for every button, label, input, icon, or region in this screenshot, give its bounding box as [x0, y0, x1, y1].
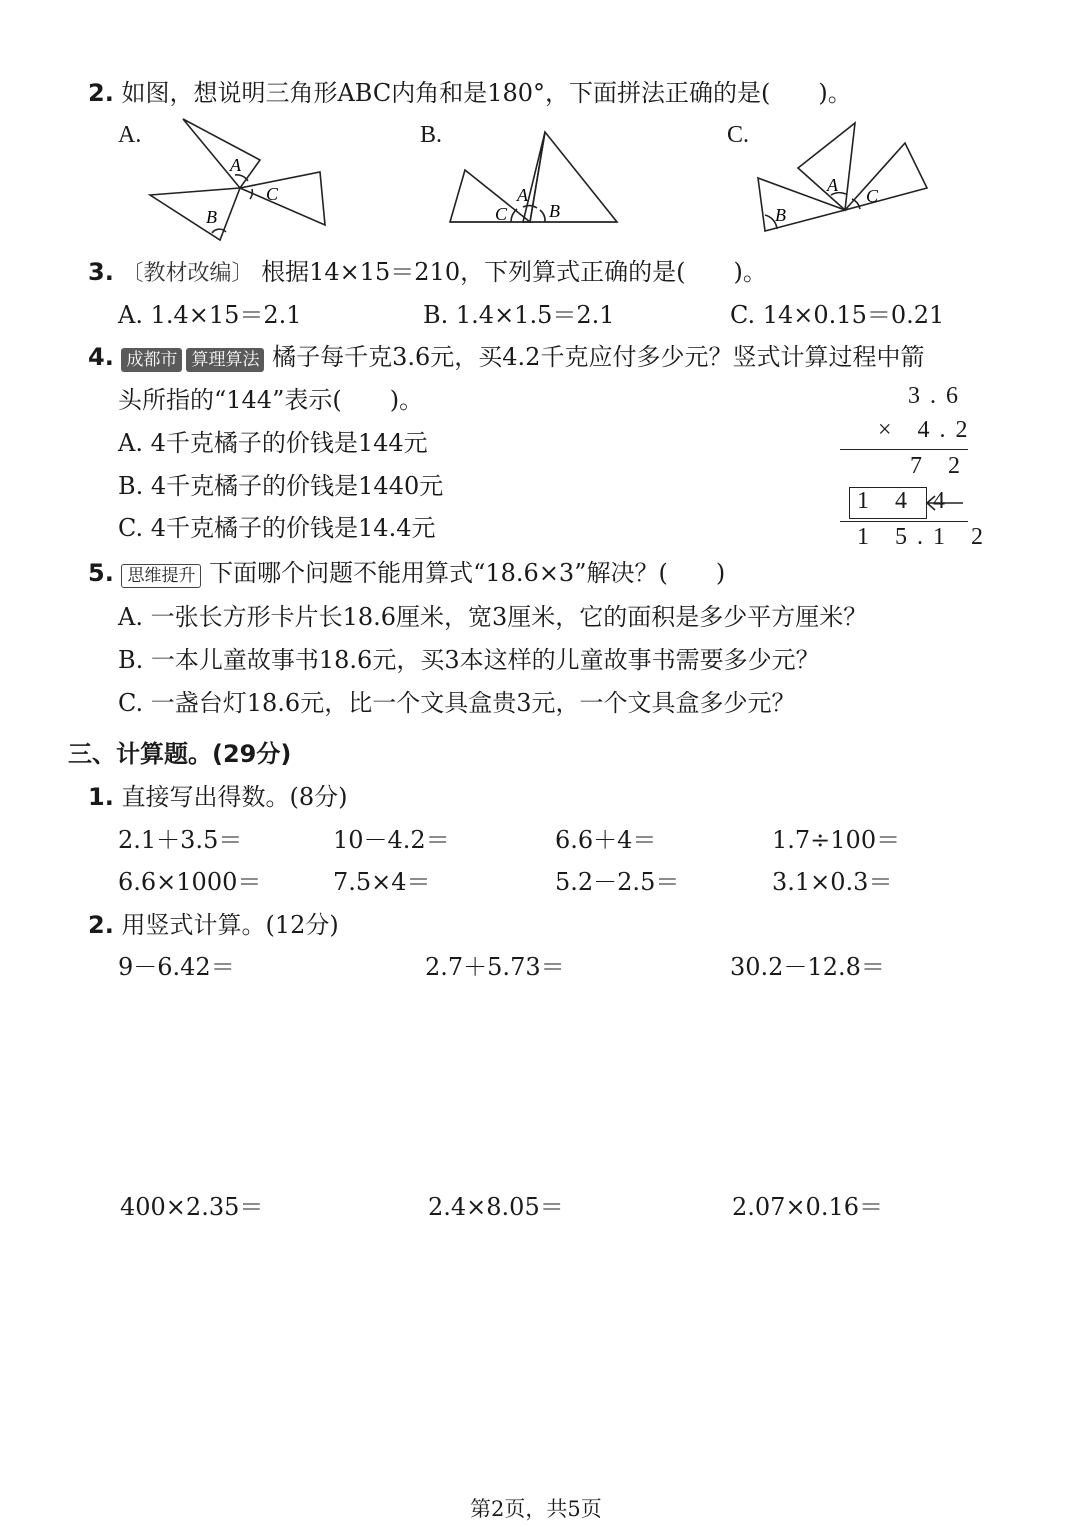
q4-text-1: 橘子每千克3.6元，买4.2千克应付多少元？竖式计算过程中箭 [272, 343, 925, 371]
vertical-calc-item: 30.2－12.8＝ [730, 953, 885, 981]
figure-a-triangle-top [183, 119, 260, 188]
figure-c-label-b: B [775, 205, 786, 225]
oral-item: 5.2－2.5＝ [555, 868, 680, 896]
part-2-text: 用竖式计算。(12分) [121, 911, 339, 939]
q5-tag: 思维提升 [121, 564, 201, 588]
figure-a-triangle-left [150, 188, 240, 240]
q3-text: 根据14×15＝210，下列算式正确的是( )。 [261, 258, 767, 286]
q2-line [88, 78, 852, 108]
q4-vertical-calculation [835, 383, 993, 553]
q4-number: 4. [88, 343, 114, 371]
q4-tag-region: 成都市 [121, 348, 182, 372]
figure-a-label-c: C [266, 184, 279, 204]
vertical-row-2: × 4.2 [878, 417, 978, 443]
part-2-number: 2. [88, 911, 114, 939]
vertical-row-4: 1 4 4 [857, 488, 955, 514]
section-3-part-2-heading [88, 910, 339, 940]
oral-item: 10－4.2＝ [333, 826, 450, 854]
section-3-part-1-heading [88, 782, 347, 812]
q2-text: 如图，想说明三角形ABC内角和是180°，下面拼法正确的是( )。 [121, 79, 852, 107]
q4-tag-type: 算理算法 [186, 348, 264, 372]
q2-figure-c [750, 118, 940, 238]
section-3-title: 三、计算题。(29分) [68, 740, 292, 768]
q3-tag: 〔教材改编〕 [121, 261, 254, 286]
q4-line-1 [88, 342, 924, 372]
q2-number: 2. [88, 79, 114, 107]
q5-option-b: B. 一本儿童故事书18.6元，买3本这样的儿童故事书需要多少元？ [118, 646, 820, 674]
part-1-number: 1. [88, 783, 114, 811]
vertical-calc-item: 400×2.35＝ [120, 1193, 264, 1221]
figure-c-label-a: A [827, 175, 838, 195]
q5-text: 下面哪个问题不能用算式“18.6×3”解决？( ) [209, 559, 726, 587]
oral-item: 6.6×1000＝ [118, 868, 262, 896]
oral-item: 3.1×0.3＝ [772, 868, 893, 896]
oral-item: 6.6＋4＝ [555, 826, 657, 854]
q2-option-b-label: B. [420, 122, 443, 148]
q5-line [88, 558, 725, 588]
oral-item: 7.5×4＝ [333, 868, 431, 896]
figure-b-triangle-center [523, 132, 545, 222]
part-1-text: 直接写出得数。(8分) [121, 783, 348, 811]
vertical-row-1: 3.6 [908, 383, 968, 409]
figure-a-label-b: B [206, 207, 217, 227]
q3-option-c: C. 14×0.15＝0.21 [730, 301, 945, 329]
vertical-line-1 [840, 449, 968, 450]
oral-item: 1.7÷100＝ [772, 826, 901, 854]
q4-text-2: 头所指的“144”表示( )。 [118, 386, 424, 414]
vertical-calc-item: 2.07×0.16＝ [732, 1193, 883, 1221]
figure-c-triangle-center [798, 123, 855, 210]
q5-option-c: C. 一盏台灯18.6元，比一个文具盒贵3元，一个文具盒多少元？ [118, 689, 796, 717]
q4-option-b: B. 4千克橘子的价钱是1440元 [118, 472, 444, 500]
figure-b-label-b: B [549, 201, 560, 221]
vertical-line-2 [840, 521, 968, 522]
q2-option-c-label: C. [727, 122, 750, 148]
q2-figure-b [445, 125, 625, 230]
arrow-left-icon [925, 493, 965, 513]
figure-a-triangle-right [240, 172, 325, 225]
figure-a-label-a: A [230, 155, 241, 175]
vertical-calc-item: 2.4×8.05＝ [428, 1193, 564, 1221]
vertical-row-5: 1 5.1 2 [857, 524, 993, 550]
vertical-calc-item: 2.7＋5.73＝ [425, 953, 565, 981]
figure-b-label-a: A [517, 185, 528, 205]
q4-option-a: A. 4千克橘子的价钱是144元 [118, 429, 428, 457]
q3-number: 3. [88, 258, 114, 286]
q3-line [88, 257, 767, 289]
vertical-calc-item: 9－6.42＝ [118, 953, 235, 981]
q5-number: 5. [88, 559, 114, 587]
figure-b-label-c: C [495, 204, 508, 224]
q5-option-a: A. 一张长方形卡片长18.6厘米，宽3厘米，它的面积是多少平方厘米？ [118, 603, 868, 631]
q3-option-b: B. 1.4×1.5＝2.1 [423, 301, 615, 329]
q2-figure-a [140, 115, 340, 245]
figure-b-triangle-right [530, 132, 617, 222]
q3-option-a: A. 1.4×15＝2.1 [118, 301, 302, 329]
figure-c-label-c: C [866, 186, 879, 206]
vertical-row-3: 7 2 [910, 453, 970, 479]
q2-option-a-label: A. [118, 122, 142, 148]
oral-item: 2.1＋3.5＝ [118, 826, 243, 854]
page-footer: 第2页，共5页 [470, 1497, 602, 1521]
q4-option-c: C. 4千克橘子的价钱是14.4元 [118, 514, 436, 542]
figure-c-triangle-right [845, 143, 927, 210]
